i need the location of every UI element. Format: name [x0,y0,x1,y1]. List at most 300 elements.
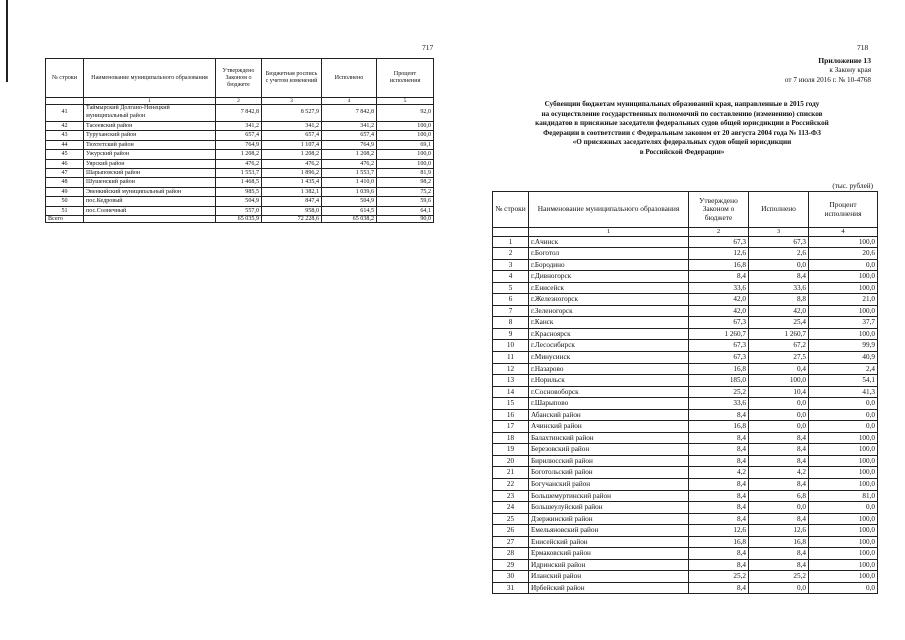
executed-value: 0,0 [749,582,809,594]
approved-value: 42,0 [689,305,749,317]
executed-value: 476,2 [322,159,377,168]
table-row [493,398,878,410]
header-municipality: Наименование муниципального образования [84,59,216,98]
table-row [46,159,434,168]
table-row [493,490,878,502]
percent-value: 100,0 [809,282,878,294]
table-row [493,282,878,294]
row-number: 2 [493,248,529,260]
percent-value: 0,0 [809,409,878,421]
municipality-name: Туруханский район [84,131,216,140]
percent-value: 100,0 [809,525,878,537]
municipality-name: г.Сосновоборск [529,386,689,398]
table-row [46,131,434,140]
table-row [493,259,878,271]
row-number: 31 [493,582,529,594]
row-number: 24 [493,502,529,514]
header-percent: Процент исполнения [809,192,878,228]
percent-value: 100,0 [809,236,878,248]
executed-value: 8,4 [749,455,809,467]
row-number: 20 [493,455,529,467]
municipality-name: Иланский район [529,571,689,583]
municipality-name: г.Норильск [529,375,689,387]
executed-value: 27,5 [749,351,809,363]
percent-value: 100,0 [809,432,878,444]
percent-value: 69,1 [377,140,434,149]
table-row [46,187,434,196]
municipality-name: Ачинский район [529,421,689,433]
municipality-name: Большемуртинский район [529,490,689,502]
executed-value: 8,4 [749,432,809,444]
header-executed: Исполнено [322,59,377,98]
percent-value: 37,7 [809,317,878,329]
approved-value: 557,0 [216,206,262,215]
approved-value: 33,6 [689,282,749,294]
subtitle-line: Федерации в соответствии с Федеральным законом от 20 августа 2004 года № 113-ФЗ [543,128,821,137]
table-row [493,513,878,525]
subtitle-line: Субвенции бюджетам муниципальных образований края, направленные в 2015 году [544,100,820,108]
approved-value: 7 842,8 [216,105,262,122]
table-row [493,340,878,352]
table-row [493,525,878,537]
header-municipality: Наименование муниципального образования [529,192,689,228]
executed-value: 1 260,7 [749,328,809,340]
approved-value: 25,2 [689,386,749,398]
page-number: 717 [422,43,434,52]
percent-value: 100,0 [377,150,434,159]
percent-value: 99,9 [809,340,878,352]
budget-value: 1 208,2 [262,150,322,159]
percent-value: 100,0 [809,571,878,583]
row-number: 42 [46,122,84,131]
right-subsidies-table [492,191,878,594]
percent-value: 100,0 [809,455,878,467]
approved-value: 4,2 [689,467,749,479]
row-number: 28 [493,548,529,560]
total-percent: 90,0 [377,216,434,223]
total-executed: 65 038,2 [322,216,377,223]
table-row [493,409,878,421]
executed-value: 12,6 [749,525,809,537]
row-number: 11 [493,351,529,363]
table-row [46,197,434,206]
municipality-name: Тюхтетский район [84,140,216,149]
approved-value: 8,4 [689,490,749,502]
approved-value: 1 208,2 [216,150,262,159]
executed-value: 25,2 [749,571,809,583]
budget-value: 8 527,9 [262,105,322,122]
percent-value: 0,0 [809,259,878,271]
municipality-name: г.Лесосибирск [529,340,689,352]
table-row [493,375,878,387]
table-row [493,271,878,283]
row-number: 26 [493,525,529,537]
executed-value: 33,6 [749,282,809,294]
percent-value: 41,3 [809,386,878,398]
approved-value: 16,8 [689,536,749,548]
municipality-name: г.Красноярск [529,328,689,340]
budget-value: 341,2 [262,122,322,131]
header-approved: Утверждено Законом о бюджете [689,192,749,228]
table-row [493,248,878,260]
appendix-block [785,56,871,85]
approved-value: 657,4 [216,131,262,140]
municipality-name: Абанский район [529,409,689,421]
table-row [46,105,434,122]
percent-value: 100,0 [377,131,434,140]
row-number: 18 [493,432,529,444]
executed-value: 1 410,0 [322,178,377,187]
percent-value: 100,0 [377,159,434,168]
row-number: 9 [493,328,529,340]
percent-value: 75,2 [377,187,434,196]
approved-value: 8,4 [689,478,749,490]
table-row [493,386,878,398]
municipality-name: Балахтинский район [529,432,689,444]
budget-value: 1 896,2 [262,169,322,178]
column-number: 5 [377,98,434,105]
executed-value: 100,0 [749,375,809,387]
row-number: 16 [493,409,529,421]
row-number: 23 [493,490,529,502]
percent-value: 40,9 [809,351,878,363]
row-number: 3 [493,259,529,271]
percent-value: 0,0 [809,502,878,514]
executed-value: 42,0 [749,305,809,317]
approved-value: 504,9 [216,197,262,206]
approved-value: 985,5 [216,187,262,196]
percent-value: 100,0 [809,467,878,479]
municipality-name: Боготольский район [529,467,689,479]
municipality-name: Тасеевский район [84,122,216,131]
column-number: 1 [84,98,216,105]
table-header-row [46,59,434,98]
row-number: 41 [46,105,84,122]
municipality-name: г.Дивногорск [529,271,689,283]
table-row [493,432,878,444]
budget-value: 958,0 [262,206,322,215]
percent-value: 64,1 [377,206,434,215]
municipality-name: Богучанский район [529,478,689,490]
executed-value: 7 842,8 [322,105,377,122]
right-page [462,0,887,640]
row-number: 13 [493,375,529,387]
table-row [493,351,878,363]
approved-value: 476,2 [216,159,262,168]
municipality-name: Бирилюсский район [529,455,689,467]
appendix-line: к Закону края [829,65,871,74]
approved-value: 8,4 [689,502,749,514]
column-number: 1 [529,228,689,237]
total-budget: 72 228,6 [262,216,322,223]
subtitle-line: «О присяжных заседателях федеральных судов общей юрисдикции [572,138,792,147]
column-number: 3 [262,98,322,105]
column-number: 4 [809,228,878,237]
approved-value: 25,2 [689,571,749,583]
row-number: 44 [46,140,84,149]
approved-value: 67,3 [689,236,749,248]
approved-value: 67,3 [689,351,749,363]
percent-value: 100,0 [809,513,878,525]
percent-value: 0,0 [809,582,878,594]
municipality-name: г.Бородино [529,259,689,271]
page-number: 718 [857,43,869,52]
municipality-name: Ермаковский район [529,548,689,560]
document-subtitle [492,100,872,158]
table-row [46,206,434,215]
table-row [493,548,878,560]
executed-value: 67,2 [749,340,809,352]
municipality-name: пос.Кедровый [84,197,216,206]
approved-value: 8,4 [689,444,749,456]
executed-value: 0,0 [749,409,809,421]
row-number: 10 [493,340,529,352]
subtitle-line: кандидатов в присяжные заседатели федеральных судов общей юрисдикции в Российской [535,119,829,128]
table-row [493,582,878,594]
municipality-name: Березовский район [529,444,689,456]
row-number: 47 [46,169,84,178]
row-number: 27 [493,536,529,548]
row-number: 1 [493,236,529,248]
executed-value: 614,5 [322,206,377,215]
municipality-name: Ужурский район [84,150,216,159]
percent-value: 100,0 [809,478,878,490]
table-row [46,122,434,131]
row-number: 46 [46,159,84,168]
units-label: (тыс. рублей) [832,182,873,190]
approved-value: 1 468,5 [216,178,262,187]
approved-value: 1 553,7 [216,169,262,178]
municipality-name: г.Зеленогорск [529,305,689,317]
table-row [493,294,878,306]
approved-value: 8,4 [689,548,749,560]
executed-value: 10,4 [749,386,809,398]
row-number: 50 [46,197,84,206]
table-row [493,478,878,490]
header-row-number: № строки [46,59,84,98]
approved-value: 42,0 [689,294,749,306]
municipality-name: Енисейский район [529,536,689,548]
percent-value: 100,0 [809,444,878,456]
executed-value: 1 553,7 [322,169,377,178]
municipality-name: Большеулуйский район [529,502,689,514]
table-row [493,559,878,571]
municipality-name: г.Назарово [529,363,689,375]
row-number: 30 [493,571,529,583]
municipality-name: г.Боготол [529,248,689,260]
column-number: 2 [216,98,262,105]
percent-value: 81,0 [809,490,878,502]
column-number: 4 [322,98,377,105]
executed-value: 0,0 [749,259,809,271]
municipality-name: г.Ачинск [529,236,689,248]
table-row [493,536,878,548]
executed-value: 16,8 [749,536,809,548]
percent-value: 81,9 [377,169,434,178]
row-number: 6 [493,294,529,306]
budget-value: 1 435,4 [262,178,322,187]
table-row [493,502,878,514]
approved-value: 8,4 [689,409,749,421]
left-page [22,0,442,640]
municipality-name: г.Минусинск [529,351,689,363]
table-row [493,421,878,433]
total-label: Всего [46,216,84,223]
percent-value: 21,0 [809,294,878,306]
approved-value: 764,9 [216,140,262,149]
municipality-name: Идринский район [529,559,689,571]
municipality-name: пос.Солнечный [84,206,216,215]
row-number: 14 [493,386,529,398]
budget-value: 476,2 [262,159,322,168]
executed-value: 8,4 [749,444,809,456]
appendix-title: Приложение 13 [818,56,871,65]
executed-value: 1 039,6 [322,187,377,196]
table-row [493,467,878,479]
budget-value: 657,4 [262,131,322,140]
column-number: 3 [749,228,809,237]
budget-value: 847,4 [262,197,322,206]
column-number-row [493,228,878,237]
table-row [493,363,878,375]
percent-value: 100,0 [809,536,878,548]
approved-value: 12,6 [689,525,749,537]
approved-value: 12,6 [689,248,749,260]
subtitle-line: в Российской Федерации» [639,147,725,156]
binding-edge-line [6,0,8,82]
municipality-name: Таймырский Долгано-Ненецкий муниципальный район [84,105,216,122]
table-row [493,236,878,248]
row-number: 49 [46,187,84,196]
row-number: 29 [493,559,529,571]
approved-value: 341,2 [216,122,262,131]
executed-value: 764,9 [322,140,377,149]
percent-value: 100,0 [377,122,434,131]
row-number: 43 [46,131,84,140]
executed-value: 0,4 [749,363,809,375]
executed-value: 8,4 [749,478,809,490]
municipality-name: Эвенкийский муниципальный район [84,187,216,196]
municipality-name: Шарыповский район [84,169,216,178]
table-row [493,571,878,583]
municipality-name: г.Канск [529,317,689,329]
column-number-row [46,98,434,105]
header-executed: Исполнено [749,192,809,228]
total-approved: 65 035,9 [216,216,262,223]
percent-value: 100,0 [809,271,878,283]
approved-value: 8,4 [689,582,749,594]
percent-value: 20,6 [809,248,878,260]
column-number: 2 [689,228,749,237]
appendix-line: от 7 июля 2016 г. № 10-4768 [784,75,871,84]
percent-value: 92,0 [377,105,434,122]
row-number: 45 [46,150,84,159]
table-row [46,169,434,178]
municipality-name: Дзержинский район [529,513,689,525]
approved-value: 33,6 [689,398,749,410]
executed-value: 0,0 [749,421,809,433]
municipality-name: г.Енисейск [529,282,689,294]
percent-value: 2,4 [809,363,878,375]
approved-value: 8,4 [689,559,749,571]
executed-value: 67,3 [749,236,809,248]
executed-value: 0,0 [749,398,809,410]
executed-value: 8,4 [749,271,809,283]
municipality-name: г.Шарыпово [529,398,689,410]
row-number: 22 [493,478,529,490]
total-row [46,216,434,223]
header-row-number: № строки [493,192,529,228]
executed-value: 0,0 [749,502,809,514]
row-number: 21 [493,467,529,479]
percent-value: 0,0 [809,398,878,410]
percent-value: 100,0 [809,328,878,340]
approved-value: 67,3 [689,340,749,352]
row-number: 15 [493,398,529,410]
table-row [46,178,434,187]
row-number: 5 [493,282,529,294]
percent-value: 100,0 [809,559,878,571]
row-number: 8 [493,317,529,329]
approved-value: 1 260,7 [689,328,749,340]
subtitle-line: на осуществление государственных полномочий по составлению (изменению) списков [541,109,823,118]
percent-value: 54,1 [809,375,878,387]
executed-value: 6,8 [749,490,809,502]
row-number: 4 [493,271,529,283]
executed-value: 8,4 [749,559,809,571]
executed-value: 4,2 [749,467,809,479]
approved-value: 185,0 [689,375,749,387]
row-number: 17 [493,421,529,433]
municipality-name: Емельяновский район [529,525,689,537]
percent-value: 100,0 [809,548,878,560]
header-percent: Процент исполнения [377,59,434,98]
row-number: 48 [46,178,84,187]
percent-value: 98,2 [377,178,434,187]
row-number: 51 [46,206,84,215]
percent-value: 59,6 [377,197,434,206]
executed-value: 1 208,2 [322,150,377,159]
table-row [46,150,434,159]
executed-value: 2,6 [749,248,809,260]
approved-value: 16,8 [689,259,749,271]
row-number: 25 [493,513,529,525]
executed-value: 341,2 [322,122,377,131]
municipality-name: г.Железногорск [529,294,689,306]
executed-value: 8,8 [749,294,809,306]
municipality-name: Уярский район [84,159,216,168]
executed-value: 8,4 [749,548,809,560]
header-approved: Утверждено Законом о бюджете [216,59,262,98]
table-row [46,140,434,149]
approved-value: 8,4 [689,455,749,467]
municipality-name: Шушенский район [84,178,216,187]
executed-value: 8,4 [749,513,809,525]
budget-value: 1 382,1 [262,187,322,196]
percent-value: 100,0 [809,305,878,317]
executed-value: 657,4 [322,131,377,140]
row-number: 7 [493,305,529,317]
row-number: 19 [493,444,529,456]
header-budget-schedule: Бюджетная роспись с учетом изменений [262,59,322,98]
approved-value: 8,4 [689,271,749,283]
row-number: 12 [493,363,529,375]
municipality-name: Ирбейский район [529,582,689,594]
approved-value: 16,8 [689,421,749,433]
executed-value: 504,9 [322,197,377,206]
budget-value: 1 107,4 [262,140,322,149]
percent-value: 0,0 [809,421,878,433]
